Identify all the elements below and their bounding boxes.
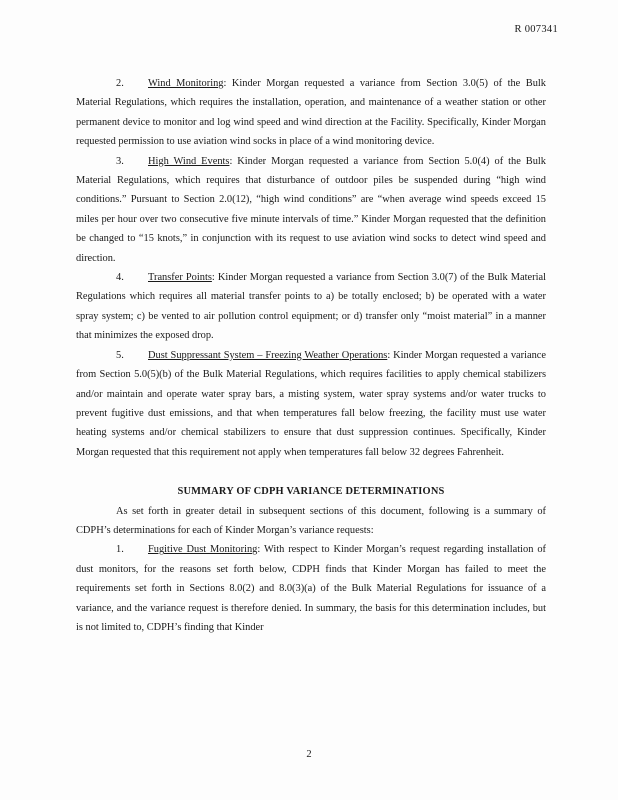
item-title: Transfer Points [148, 272, 212, 284]
section-spacer [76, 462, 546, 482]
document-id: R 007341 [514, 24, 558, 35]
summary-heading: SUMMARY OF CDPH VARIANCE DETERMINATIONS [177, 486, 445, 498]
item-text: : Kinder Morgan requested a variance from Section 5.0(4) of the Bulk Material Regulations, which requires that disturbance of outdoor piles be suspended during “high wind conditions.” Pursuant to Section 2.0(12), “high wind conditions” are “when average wind speeds exceed 15 miles per hour over two consecutive five minute intervals of time.” Kinder Morgan requested that the definition be changed to “15 knots,” in conjunction with its request to use aviation wind socks to detect wind speed and direction. [76, 155, 546, 264]
item-number: 5. [116, 349, 124, 361]
variance-item-dust-suppressant [76, 346, 546, 462]
item-text: : Kinder Morgan requested a variance from Section 5.0(5)(b) of the Bulk Material Regulations, which requires facilities to apply chemical stabilizers and/or maintain and operate water spray bars, a misting system, water spray systems and/or water trucks to prevent fugitive dust emissions, and that when temperatures fall below freezing, the facility must use water heating systems and/or chemical stabilizers to ensure that dust suppression continues. Specifically, Kinder Morgan requested that this requirement not apply when temperatures fall below 32 degrees Fahrenheit. [76, 349, 546, 458]
item-number: 4. [116, 272, 124, 284]
item-title: Fugitive Dust Monitoring [148, 544, 258, 556]
item-text: : Kinder Morgan requested a variance from Section 3.0(7) of the Bulk Material Regulations which requires all material transfer points to a) be totally enclosed; b) be operated with a water spray system; c) be vented to air pollution control equipment; or d) transfer only “moist material” in a manner that minimizes the exposed drop. [76, 272, 546, 342]
item-number: 2. [116, 78, 124, 89]
variance-item-high-wind-events [76, 152, 546, 268]
document-body [76, 74, 546, 637]
variance-item-transfer-points [76, 268, 546, 346]
item-title: Wind Monitoring [148, 78, 224, 89]
item-number: 1. [116, 544, 124, 556]
determination-item-fugitive-dust [76, 540, 546, 637]
page-number: 2 [306, 749, 312, 760]
item-title: High Wind Events [148, 155, 230, 167]
summary-intro: As set forth in greater detail in subsequent sections of this document, following is a summary of CDPH’s determinations for each of Kinder Morgan’s variance requests: [76, 505, 546, 536]
item-text: : Kinder Morgan requested a variance from Section 3.0(5) of the Bulk Material Regulations, which requires the installation, operation, and maintenance of a weather station or other permanent device to monitor and log wind speed and wind direction at the Facility. Specifically, Kinder Morgan requested permission to use aviation wind socks in place of a wind monitoring device. [76, 78, 546, 148]
item-title: Dust Suppressant System – Freezing Weather Operations [148, 349, 388, 361]
item-number: 3. [116, 155, 124, 167]
variance-item-wind-monitoring [76, 74, 546, 152]
item-text: : With respect to Kinder Morgan’s request regarding installation of dust monitors, for the reasons set forth below, CDPH finds that Kinder Morgan has failed to meet the requirements set forth in Sections 8.0(2) and 8.0(3)(a) of the Bulk Material Regulations for issuance of a variance, and the variance request is therefore denied. In summary, the basis for this determination includes, but is not limited to, CDPH’s finding that Kinder [76, 544, 546, 633]
